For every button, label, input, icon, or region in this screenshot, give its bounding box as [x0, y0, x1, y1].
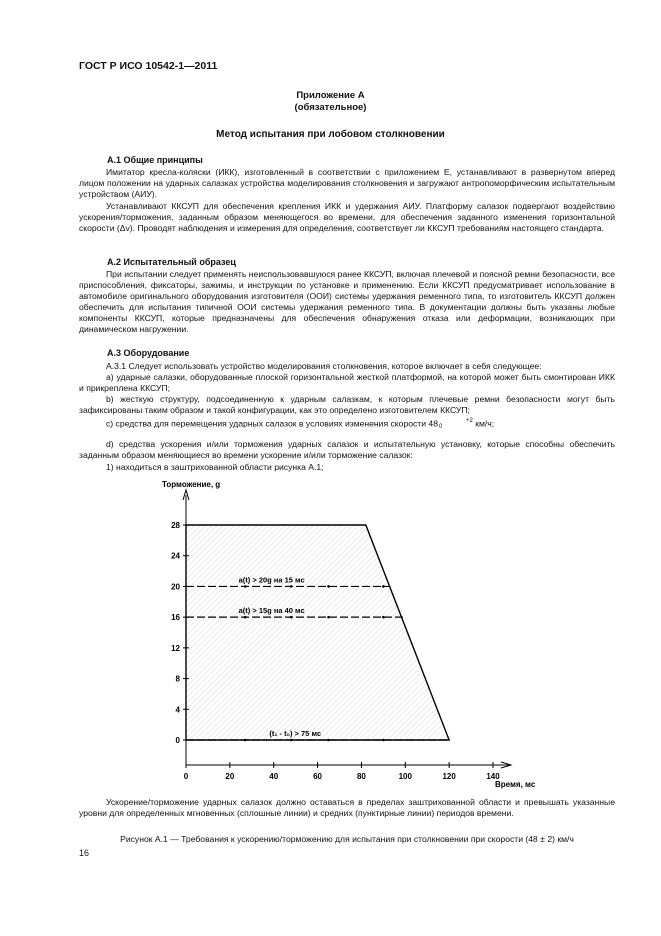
threshold-marker: [382, 585, 385, 588]
x-tick-label: 0: [183, 772, 189, 781]
threshold-label: a(t) > 15g на 40 мс: [238, 606, 305, 616]
y-tick-label: 24: [171, 551, 180, 561]
y-tick-label: 8: [175, 674, 180, 684]
speed-tolerance-lower: 0: [438, 424, 443, 430]
document-id: ГОСТ Р ИСО 10542-1—2011: [79, 60, 218, 72]
chart-svg: [148, 470, 536, 795]
a3-c-unit: км/ч;: [475, 418, 495, 429]
figure-caption: Рисунок А.1 — Требования к ускорению/торможению для испытания при столкновении при скорости (48 ± 2) км/ч: [120, 834, 574, 844]
threshold-label: (t₁ - t₀) > 75 мс: [269, 729, 322, 738]
threshold-marker: [244, 585, 247, 588]
appendix-subtitle: (обязательное): [294, 102, 367, 113]
threshold-marker: [290, 739, 293, 742]
paragraph-a3-c: [79, 418, 615, 430]
section-a2-title: А.2 Испытательный образец: [107, 257, 236, 267]
threshold-marker: [290, 616, 293, 619]
threshold-marker: [382, 739, 385, 742]
threshold-marker: [244, 616, 247, 619]
y-tick-label: 12: [171, 643, 180, 653]
envelope-area: [186, 525, 449, 740]
y-tick-label: 16: [171, 613, 180, 623]
y-tick-label: 0: [175, 736, 180, 745]
appendix-title: Приложение А: [296, 90, 365, 101]
main-title: Метод испытания при лобовом столкновении: [216, 129, 445, 140]
threshold-marker: [327, 585, 330, 588]
paragraph-a3-d: d) средства ускорения и/или торможения ударных салазок и испытательную установку, которые способны обеспечить заданным образом меняющиеся во времени ускорение и/или торможение салазок:: [79, 439, 615, 460]
paragraph-a2-1: При испытании следует применять неиспользовавшуюся ранее ККСУП, включая плечевой и поясной ремни безопасности, все приспособления, фиксаторы, зажимы, и инструкции по установке и применению. Если ККСУП предусматривает использование в автомобиле оригинального оборудования изготовителя (ООИ) системы удержания ременного типа, то изготовитель ККСУП должен обеспечить для испытания типичной ООИ системы удержания ременного типа. В документации должны быть указаны любые компоненты ККСУП, которые предназначены для обеспечения обнаружения отказа или деформации, возникающих при динамическом нагружении.: [79, 269, 615, 334]
figure-note: Ускорение/торможение ударных салазок должно оставаться в пределах заштрихованной области и превышать указанные уровни для определенных мгновенных (сплошные линии) и средних (пунктирные линии) периодов времени.: [79, 797, 615, 818]
y-tick-label: 20: [171, 582, 180, 592]
speed-tolerance-upper: +2: [465, 418, 473, 424]
x-tick-label: 20: [225, 772, 235, 781]
threshold-label: a(t) > 20g на 15 мс: [238, 575, 305, 585]
page-number: 16: [79, 848, 90, 858]
x-tick-label: 40: [269, 772, 279, 781]
section-a1-title: А.1 Общие принципы: [107, 155, 203, 165]
x-tick-label: 140: [486, 772, 500, 781]
x-tick-label: 120: [442, 772, 456, 781]
section-a3-title: А.3 Оборудование: [107, 348, 190, 358]
figure-a1-chart: [148, 470, 536, 795]
y-tick-label: 4: [175, 705, 180, 715]
chart-layer: [162, 480, 536, 789]
y-axis-label: Торможение, g: [162, 480, 221, 489]
x-axis-label: Время, мс: [495, 780, 536, 789]
paragraph-a3-d1: 1) находиться в заштрихованной области рисунка А.1;: [106, 462, 324, 472]
y-tick-label: 28: [171, 521, 180, 530]
threshold-marker: [382, 616, 385, 619]
threshold-marker: [327, 739, 330, 742]
threshold-marker: [327, 616, 330, 619]
paragraph-a3-1: А.3.1 Следует использовать устройство моделирования столкновения, которое включает в себя следующее:: [106, 361, 542, 371]
x-tick-label: 80: [356, 772, 366, 781]
x-tick-label: 60: [313, 772, 323, 781]
speed-tolerance: [439, 418, 473, 430]
paragraph-a1-1: Имитатор кресла-коляски (ИКК), изготовленный в соответствии с приложением Е, устанавливают в развернутом вперед лицом положении на ударных салазках устройства моделирования столкновения и загружают антропоморфическим испытательным устройством (АИУ).: [79, 167, 615, 199]
paragraph-a3-b: b) жесткую структуру, подсоединенную к ударным салазкам, к которым плечевые ремни безопасности могут быть зафиксированы таким образом и такой конфигурации, как это определено изготовителем ККСУП;: [79, 394, 615, 415]
x-tick-label: 100: [398, 772, 412, 781]
paragraph-a1-2: Устанавливают ККСУП для обеспечения крепления ИКК и удержания АИУ. Платформу салазок подвергают воздействию ускорения/торможения, заданным образом меняющегося во времени, для обеспечения заданного изменения горизонтальной скорости (Δv). Проводят наблюдения и измерения для определения, соответствует ли ККСУП требованиям настоящего стандарта.: [79, 201, 615, 233]
threshold-marker: [290, 585, 293, 588]
a3-c-text: с) средства для перемещения ударных салазок в условиях изменения скорости 48: [106, 418, 438, 429]
threshold-marker: [244, 739, 247, 742]
paragraph-a3-a: а) ударные салазки, оборудованные плоской горизонтальной жесткой платформой, на которой может быть смонтирован ИКК и прикреплена ККСУП;: [79, 372, 615, 393]
